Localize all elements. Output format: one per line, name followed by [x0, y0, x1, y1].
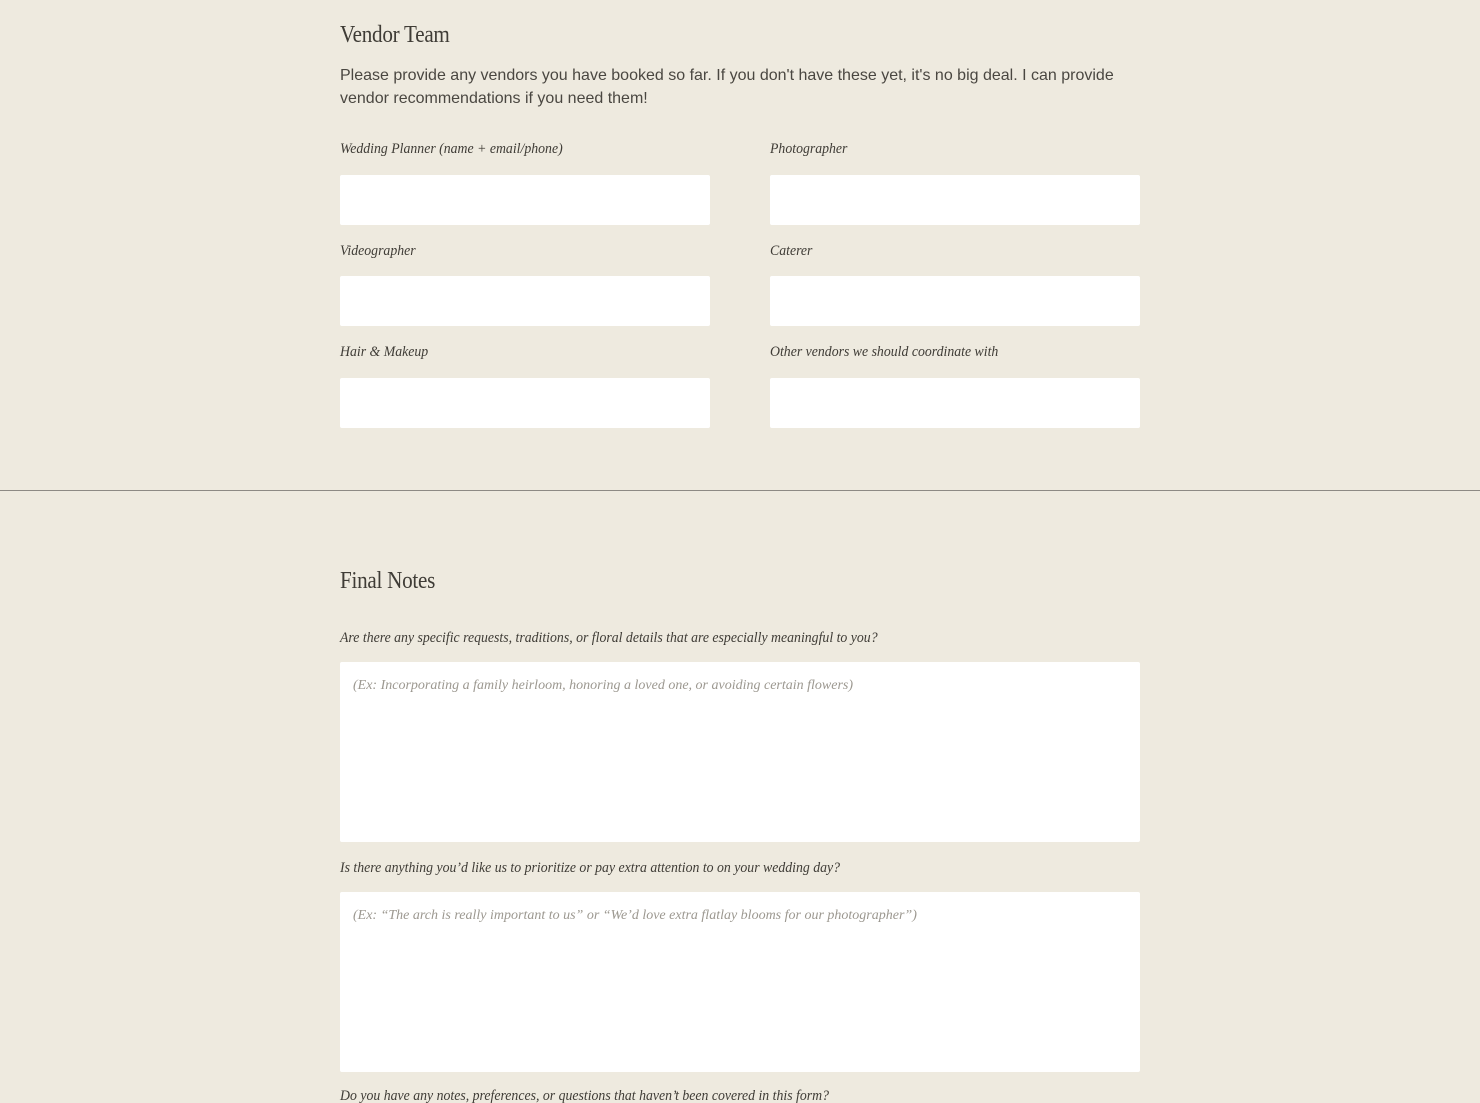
priorities-textarea[interactable] [340, 892, 1140, 1072]
videographer-input[interactable] [340, 276, 710, 326]
other-vendors-label: Other vendors we should coordinate with [770, 344, 999, 360]
other-vendors-input[interactable] [770, 378, 1140, 428]
caterer-label: Caterer [770, 243, 813, 259]
caterer-input[interactable] [770, 276, 1140, 326]
vendor-team-heading: Vendor Team [340, 22, 450, 48]
priorities-label: Is there anything you’d like us to prioritize or pay extra attention to on your wedding day? [340, 860, 841, 876]
photographer-input[interactable] [770, 175, 1140, 225]
meaningful-details-label: Are there any specific requests, traditions, or floral details that are especially meaningful to you? [340, 630, 878, 646]
meaningful-details-textarea[interactable] [340, 662, 1140, 842]
final-notes-heading: Final Notes [340, 568, 436, 594]
photographer-label: Photographer [770, 141, 848, 157]
additional-notes-label: Do you have any notes, preferences, or questions that haven’t been covered in this form? [340, 1088, 830, 1103]
section-divider [0, 490, 1480, 491]
vendor-team-intro: Please provide any vendors you have booked so far. If you don't have these yet, it's no big deal. I can provide vendor recommendations if you need them! [340, 67, 1114, 107]
wedding-planner-label: Wedding Planner (name + email/phone) [340, 141, 563, 157]
hair-makeup-label: Hair & Makeup [340, 344, 429, 360]
videographer-label: Videographer [340, 243, 416, 259]
hair-makeup-input[interactable] [340, 378, 710, 428]
wedding-planner-input[interactable] [340, 175, 710, 225]
